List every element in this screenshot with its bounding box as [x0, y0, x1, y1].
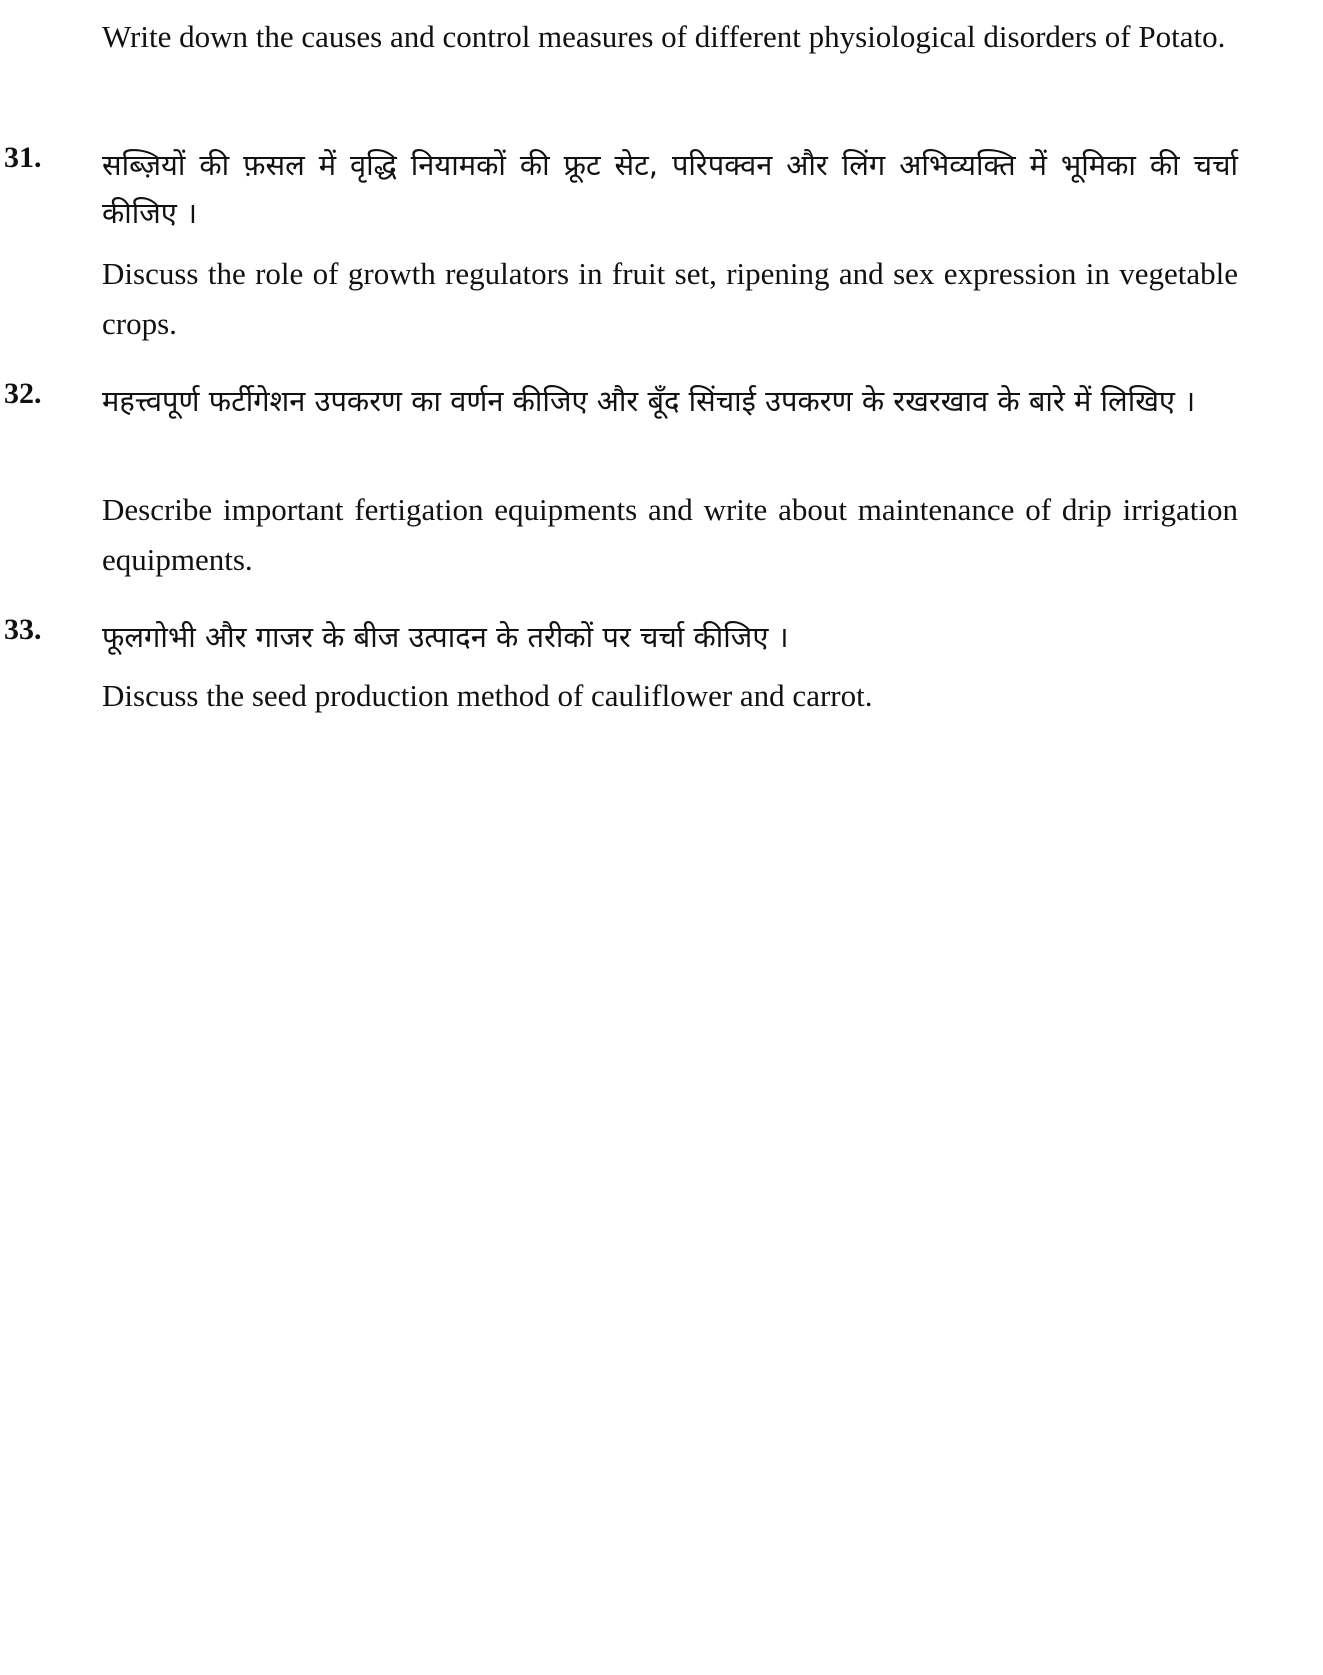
question-32-english: Describe important fertigation equipments and write about maintenance of drip irrigation equipments. [102, 492, 1238, 577]
question-33-hindi: फूलगोभी और गाजर के बीज उत्पादन के तरीकों पर चर्चा कीजिए । [102, 620, 789, 654]
question-30-english: Write down the causes and control measures of different physiological disorders of Potato. [102, 19, 1226, 54]
question-31-hindi: सब्ज़ियों की फ़सल में वृद्धि नियामकों की फ्रूट सेट, परिपक्वन और लिंग अभिव्यक्ति में भूमिका की चर्चा कीजिए । [102, 148, 1238, 230]
question-33-english: Discuss the seed production method of cauliflower and carrot. [102, 678, 873, 713]
question-31-number: 31. [4, 141, 42, 174]
question-31-english: Discuss the role of growth regulators in fruit set, ripening and sex expression in vegetable crops. [102, 256, 1238, 341]
question-32-number: 32. [4, 377, 42, 410]
question-32-hindi: महत्त्वपूर्ण फर्टीगेशन उपकरण का वर्णन कीजिए और बूँद सिंचाई उपकरण के रखरखाव के बारे में लिखिए । [102, 384, 1196, 418]
question-33-number: 33. [4, 613, 42, 646]
